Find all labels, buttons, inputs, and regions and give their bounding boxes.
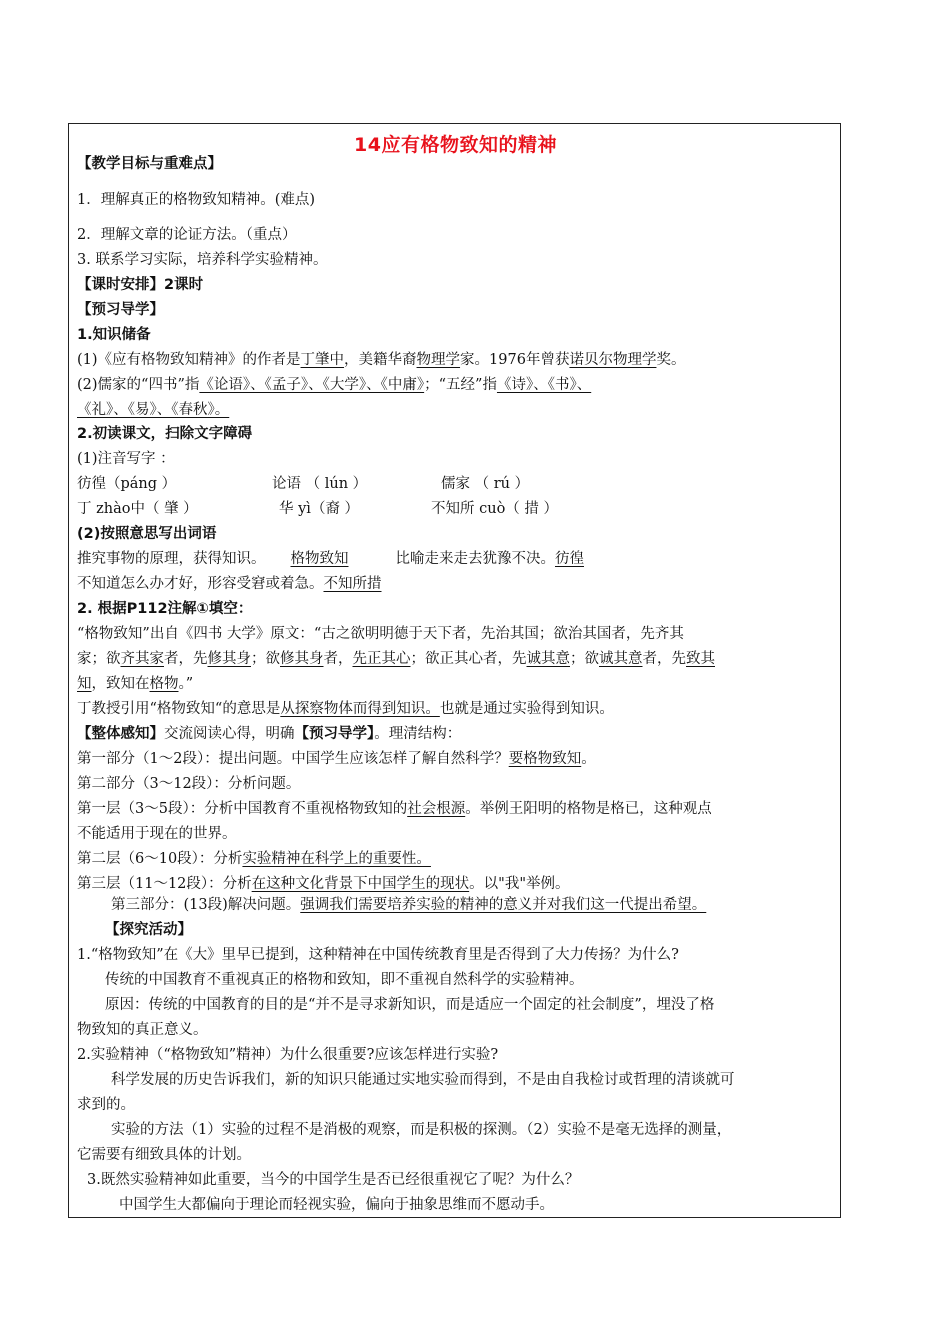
phonetic-item: 论语 （ lún ） — [272, 476, 368, 492]
text: 第三层（11～12段）：分析 — [77, 876, 252, 892]
blank-answer: 格物致知 — [290, 551, 349, 567]
blank-answer: 修其身 — [280, 651, 324, 667]
explore-answer: 传统的中国教育不重视真正的格物和致知，即不重视自然科学的实验精神。 — [105, 972, 584, 988]
blank-answer: 齐其家 — [120, 651, 164, 667]
objective-item: 3. 联系学习实际，培养科学实验精神。 — [77, 252, 328, 268]
objective-item: 1．理解真正的格物致知精神。(难点) — [77, 192, 316, 208]
phonetic-heading: (1)注音写字 ： — [77, 451, 175, 467]
knowledge-line-2 — [77, 375, 591, 395]
blank-answer: 要格物致知 — [508, 751, 582, 767]
overview-line-6 — [77, 849, 431, 869]
schedule-value: 2课时 — [164, 277, 204, 293]
blank-answer: 诚其意 — [526, 651, 570, 667]
text: 第三部分：(13段)解决问题。 — [111, 897, 301, 913]
text: ；“五经”指 — [424, 377, 497, 393]
explore-question: 3.既然实验精神如此重要，当今的中国学生是否已经很重视它了呢？为什么？ — [87, 1172, 580, 1188]
overview-line-4 — [77, 799, 712, 819]
text: 第一部分（1～2段）：提出问题。中国学生应该怎样了解自然科学？ — [77, 751, 509, 767]
blank-answer: 修其身 — [207, 651, 251, 667]
page-title: 14应有格物致知的精神 — [354, 134, 557, 156]
notes-line-3 — [77, 674, 193, 694]
phonetic-item: 儒家 （ rú ） — [441, 476, 530, 492]
text: 交流阅读心得，明确 — [164, 726, 295, 742]
notes-line-2 — [77, 649, 715, 669]
text: 第一层（3～5段）：分析中国教育不重视格物致知的 — [77, 801, 408, 817]
text: ；欲 — [570, 651, 599, 667]
text: 者，先 — [642, 651, 686, 667]
knowledge-heading: 1.知识储备 — [77, 327, 151, 343]
overview-line-2 — [77, 749, 596, 769]
blank-answer: 物理学 — [416, 352, 461, 368]
blank-answer: 不知所措 — [323, 576, 382, 592]
notes-line-4 — [77, 699, 614, 719]
text: 比喻走来走去犹豫不决。 — [395, 551, 555, 567]
notes-heading: 2. 根据P112注解①填空： — [77, 601, 253, 617]
blank-answer: 知 — [77, 676, 92, 692]
blank-answer: 实验精神在科学上的重要性。 — [242, 851, 431, 867]
blank-answer: 致其 — [686, 651, 715, 667]
explore-answer: 原因：传统的中国教育的目的是“并不是寻求新知识，而是适应一个固定的社会制度”，埋没了格 — [105, 997, 715, 1013]
text: 。” — [178, 676, 194, 692]
reading-heading: 2.初读课文，扫除文字障碍 — [77, 426, 253, 442]
blank-answer: 社会根源 — [407, 801, 466, 817]
blank-answer: 诚其意 — [599, 651, 643, 667]
text: 。 — [581, 751, 596, 767]
blank-answer: 在这种文化背景下中国学生的现状 — [251, 876, 470, 892]
blank-answer: 先正其心 — [352, 651, 411, 667]
overview-heading: 【整体感知】 — [77, 726, 164, 742]
word-line-1 — [77, 549, 584, 569]
overview-line-3: 第二部分（3～12段）：分析问题。 — [77, 776, 301, 792]
text: 。举例王阳明的格物是格已，这种观点 — [465, 801, 712, 817]
blank-answer: 《诗》、《书》、 — [496, 377, 592, 393]
word-line-2 — [77, 574, 382, 594]
knowledge-line-1 — [77, 350, 685, 370]
blank-answer: 丁肇中 — [300, 352, 345, 368]
text: ，致知在 — [91, 676, 150, 692]
text: 丁教授引用“格物致知“的意思是 — [77, 701, 281, 717]
explore-answer: 科学发展的历史告诉我们，新的知识只能通过实地实验而得到，不是由自我检讨或哲理的清谈就可 — [111, 1072, 735, 1088]
explore-heading: 【探究活动】 — [105, 922, 192, 938]
blank-answer: 从探察物体而得到知识。 — [280, 701, 440, 717]
text: ；欲 — [251, 651, 280, 667]
blank-answer: 诺贝尔物理学 — [569, 352, 657, 368]
schedule-line — [77, 275, 203, 295]
explore-answer: 中国学生大都偏向于理论而轻视实验，偏向于抽象思维而不愿动手。 — [119, 1197, 554, 1213]
phonetic-item: 彷徨（páng ） — [77, 476, 177, 492]
text: 者，先 — [164, 651, 208, 667]
text: 第二层（6～10段）：分析 — [77, 851, 243, 867]
words-heading: (2)按照意思写出词语 — [77, 526, 217, 542]
phonetic-item: 丁 zhào中（ 肇 ） — [77, 501, 198, 517]
phonetic-item: 华 yì（裔 ） — [279, 501, 360, 517]
overview-line-7 — [77, 874, 570, 894]
text: (1)《应有格物致知精神》的作者是 — [77, 352, 301, 368]
blank-answer: 《礼》、《易》、《春秋》。 — [77, 402, 230, 418]
text: 。以"我"举例。 — [469, 876, 570, 892]
explore-question: 1.“格物致知”在《大》里早已提到，这种精神在中国传统教育里是否得到了大力传扬？为什么? — [77, 947, 679, 963]
text: 奖。 — [656, 352, 686, 368]
text: 不知道怎么办才好，形容受窘或着急。 — [77, 576, 324, 592]
schedule-label: 【课时安排】 — [77, 277, 164, 293]
phonetic-item: 不知所 cuò（ 措 ） — [431, 501, 559, 517]
blank-answer: 彷徨 — [555, 551, 584, 567]
overview-line-5: 不能适用于现在的世界。 — [77, 826, 237, 842]
overview-line-8 — [111, 895, 706, 915]
notes-line-1: “格物致知”出自《四书 大学》原文：“古之欲明明德于天下者，先治其国；欲治其国者，先齐其 — [77, 626, 684, 642]
overview-line-1 — [77, 724, 461, 744]
explore-answer: 实验的方法（1）实验的过程不是消极的观察，而是积极的探测。（2）实验不是毫无选择的测量， — [111, 1122, 732, 1138]
blank-answer: 强调我们需要培养实验的精神的意义并对我们这一代提出希望。 — [300, 897, 707, 913]
explore-answer: 求到的。 — [77, 1097, 135, 1113]
document-frame — [68, 123, 841, 1218]
explore-question: 2.实验精神（“格物致知”精神）为什么很重要?应该怎样进行实验? — [77, 1047, 499, 1063]
explore-answer: 它需要有细致具体的计划。 — [77, 1147, 251, 1163]
text: (2)儒家的“四书”指 — [77, 377, 200, 393]
text: 也就是通过实验得到知识。 — [439, 701, 614, 717]
text: 者， — [323, 651, 353, 667]
explore-answer: 物致知的真正意义。 — [77, 1022, 208, 1038]
text: 家。1976年曾获 — [460, 352, 570, 368]
knowledge-line-3 — [77, 400, 229, 420]
text: 【预习导学】 — [294, 726, 375, 742]
blank-answer: 《论语》、《孟子》、《大学》、《中庸》 — [199, 377, 425, 393]
text: ，美籍华裔 — [344, 352, 417, 368]
text: 。理清结构： — [374, 726, 462, 742]
preview-heading: 【预习导学】 — [77, 302, 164, 318]
text: ；欲正其心者，先 — [410, 651, 527, 667]
objectives-heading: 【教学目标与重难点】 — [77, 156, 222, 172]
text: 家；欲 — [77, 651, 121, 667]
text: 推究事物的原理，获得知识。 — [77, 551, 266, 567]
objective-item: 2．理解文章的论证方法。（重点） — [77, 227, 297, 243]
blank-answer: 格物 — [149, 676, 179, 692]
